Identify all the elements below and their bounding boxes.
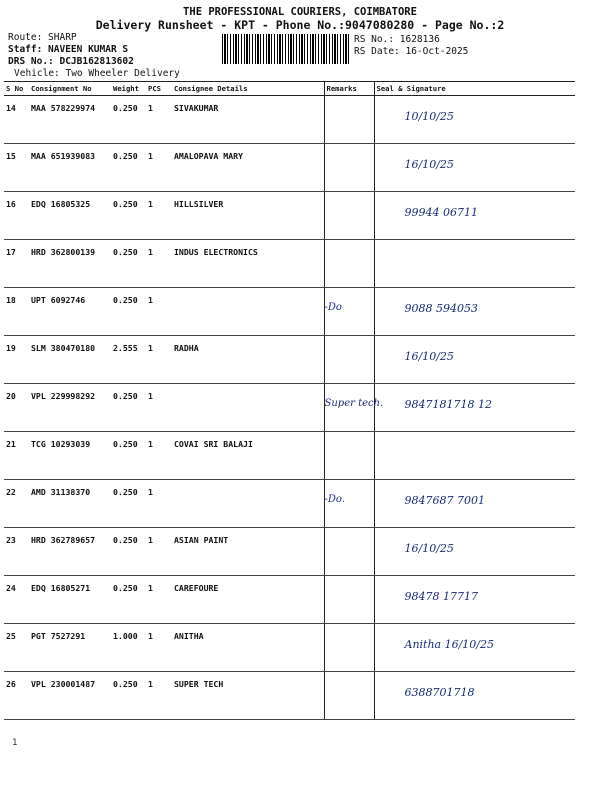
runsheet-title: Delivery Runsheet - KPT - Phone No.:9047080280 - Page No.:2 [95, 18, 505, 32]
row-remarks [324, 240, 374, 288]
row-consignee [172, 672, 324, 720]
row-signature [374, 624, 575, 672]
row-signature [374, 192, 575, 240]
row-signature [374, 144, 575, 192]
row-signature-text: 16/10/25 [404, 542, 454, 555]
company-name: THE PROFESSIONAL COURIERS, COIMBATORE [183, 6, 417, 18]
row-consignment-no-text: PGT 7527291 [31, 631, 86, 641]
row-pcs-text: 1 [148, 247, 153, 257]
row-weight [111, 192, 146, 240]
row-consignee [172, 240, 324, 288]
row-remarks [324, 624, 374, 672]
col-signature: Seal & Signature [374, 82, 575, 96]
row-weight-text: 0.250 [113, 151, 138, 161]
row-signature-text: 9088 594053 [404, 302, 478, 315]
row-sno-text: 17 [6, 247, 16, 257]
row-consignee-text: ANITHA [174, 631, 204, 641]
row-consignee [172, 384, 324, 432]
row-remarks [324, 96, 374, 144]
row-sno-text: 26 [6, 679, 16, 689]
row-weight-text: 1.000 [113, 631, 138, 641]
col-remarks: Remarks [324, 82, 374, 96]
row-pcs [146, 624, 172, 672]
row-consignee-text: SIVAKUMAR [174, 103, 219, 113]
row-pcs [146, 240, 172, 288]
row-pcs [146, 288, 172, 336]
row-signature-text: 98478 17717 [404, 590, 478, 603]
row-signature-text: 6388701718 [404, 686, 475, 699]
table-row [4, 96, 575, 144]
rs-number: RS No.: 1628136 [354, 34, 440, 45]
row-signature-text: 16/10/25 [404, 158, 454, 171]
row-remarks [324, 672, 374, 720]
table-row [4, 672, 575, 720]
row-consignment-no-text: HRD 362789657 [31, 535, 96, 545]
row-remarks [324, 528, 374, 576]
row-sno-text: 19 [6, 343, 16, 353]
row-consignment-no-text: MAA 651939083 [31, 151, 96, 161]
row-pcs-text: 1 [148, 151, 153, 161]
row-signature [374, 528, 575, 576]
row-remarks-text: -Do [324, 302, 342, 313]
row-sno [4, 672, 29, 720]
row-pcs-text: 1 [148, 487, 153, 497]
row-weight [111, 288, 146, 336]
row-consignee [172, 336, 324, 384]
row-pcs-text: 1 [148, 631, 153, 641]
table-row [4, 336, 575, 384]
row-pcs-text: 1 [148, 439, 153, 449]
row-sno-text: 25 [6, 631, 16, 641]
row-weight-text: 0.250 [113, 103, 138, 113]
table-header-row [4, 82, 575, 96]
row-consignee-text: RADHA [174, 343, 199, 353]
row-consignment-no [29, 96, 111, 144]
row-consignee-text: SUPER TECH [174, 679, 224, 689]
row-consignee [172, 144, 324, 192]
row-weight [111, 624, 146, 672]
table-row [4, 192, 575, 240]
row-pcs [146, 144, 172, 192]
row-weight [111, 672, 146, 720]
row-consignee-text: CAREFOURE [174, 583, 219, 593]
col-weight: Weight [111, 82, 146, 96]
row-consignee [172, 288, 324, 336]
row-consignee [172, 192, 324, 240]
row-sno [4, 288, 29, 336]
row-pcs [146, 480, 172, 528]
row-weight-text: 0.250 [113, 439, 138, 449]
row-signature-text: 10/10/25 [404, 110, 454, 123]
row-consignment-no [29, 288, 111, 336]
row-signature [374, 384, 575, 432]
row-signature [374, 288, 575, 336]
row-signature [374, 336, 575, 384]
row-pcs-text: 1 [148, 679, 153, 689]
staff-label: Staff: NAVEEN KUMAR S [8, 44, 129, 55]
row-pcs [146, 528, 172, 576]
row-weight-text: 0.250 [113, 679, 138, 689]
row-consignment-no [29, 528, 111, 576]
table-row [4, 528, 575, 576]
row-sno-text: 16 [6, 199, 16, 209]
row-sno-text: 20 [6, 391, 16, 401]
row-signature [374, 576, 575, 624]
row-remarks-text: Super tech. [324, 398, 384, 409]
row-consignment-no [29, 432, 111, 480]
row-sno [4, 480, 29, 528]
row-pcs [146, 432, 172, 480]
row-pcs [146, 672, 172, 720]
row-sno [4, 384, 29, 432]
row-weight [111, 336, 146, 384]
row-consignment-no-text: EDQ 16805325 [31, 199, 91, 209]
row-consignment-no [29, 672, 111, 720]
row-weight-text: 0.250 [113, 247, 138, 257]
row-consignee-text: INDUS ELECTRONICS [174, 247, 258, 257]
row-consignment-no [29, 576, 111, 624]
row-sno [4, 624, 29, 672]
row-signature [374, 672, 575, 720]
row-sno-text: 21 [6, 439, 16, 449]
row-weight [111, 240, 146, 288]
vehicle-label: Vehicle: Two Wheeler Delivery [14, 68, 180, 79]
row-consignee [172, 576, 324, 624]
row-pcs [146, 384, 172, 432]
row-weight-text: 0.250 [113, 487, 138, 497]
row-consignment-no [29, 624, 111, 672]
col-consignee: Consignee Details [172, 82, 324, 96]
row-weight-text: 0.250 [113, 295, 138, 305]
row-sno-text: 22 [6, 487, 16, 497]
table-row [4, 432, 575, 480]
row-consignee-text: COVAI SRI BALAJI [174, 439, 253, 449]
row-pcs-text: 1 [148, 103, 153, 113]
row-signature [374, 96, 575, 144]
row-weight [111, 576, 146, 624]
row-weight-text: 0.250 [113, 583, 138, 593]
row-signature-text: 9847181718 12 [404, 398, 492, 411]
row-sno [4, 336, 29, 384]
row-consignment-no-text: MAA 578229974 [31, 103, 96, 113]
row-consignment-no-text: VPL 229998292 [31, 391, 96, 401]
row-sno-text: 18 [6, 295, 16, 305]
row-pcs-text: 1 [148, 343, 153, 353]
col-consignment: Consignment No [29, 82, 111, 96]
row-consignment-no-text: UPT 6092746 [31, 295, 86, 305]
row-consignee [172, 96, 324, 144]
drs-number: DRS No.: DCJB162813602 [8, 56, 134, 67]
row-consignee [172, 480, 324, 528]
row-pcs [146, 336, 172, 384]
table-row [4, 384, 575, 432]
row-remarks [324, 384, 384, 432]
table-row [4, 240, 575, 288]
row-sno [4, 576, 29, 624]
row-consignee-text: ASIAN PAINT [174, 535, 229, 545]
row-pcs-text: 1 [148, 535, 153, 545]
row-weight [111, 528, 146, 576]
row-sno-text: 15 [6, 151, 16, 161]
row-sno [4, 240, 29, 288]
row-weight [111, 144, 146, 192]
row-sno [4, 528, 29, 576]
row-sno-text: 23 [6, 535, 16, 545]
row-remarks [324, 480, 374, 528]
row-signature [374, 432, 575, 480]
row-pcs-text: 1 [148, 295, 153, 305]
row-pcs [146, 192, 172, 240]
col-sno: S No [4, 82, 29, 96]
row-consignee-text: AMALOPAVA MARY [174, 151, 244, 161]
row-consignment-no [29, 144, 111, 192]
row-consignment-no [29, 480, 111, 528]
row-weight [111, 384, 146, 432]
row-remarks [324, 144, 374, 192]
row-consignment-no [29, 192, 111, 240]
row-sno-text: 24 [6, 583, 16, 593]
row-consignment-no-text: VPL 230001487 [31, 679, 96, 689]
row-pcs-text: 1 [148, 391, 153, 401]
row-pcs-text: 1 [148, 199, 153, 209]
barcode-image [222, 34, 350, 64]
table-row [4, 144, 575, 192]
row-weight [111, 96, 146, 144]
row-remarks [324, 336, 374, 384]
col-pcs: PCS [146, 82, 172, 96]
row-remarks [324, 576, 374, 624]
row-sno-text: 14 [6, 103, 16, 113]
row-pcs [146, 96, 172, 144]
row-remarks [324, 288, 374, 336]
row-consignee [172, 528, 324, 576]
row-consignment-no [29, 240, 111, 288]
table-row [4, 576, 575, 624]
row-sno [4, 96, 29, 144]
row-consignee-text: HILLSILVER [174, 199, 224, 209]
row-sno [4, 192, 29, 240]
page-corner-mark: 1 [12, 738, 18, 748]
row-pcs [146, 576, 172, 624]
route-label: Route: SHARP [8, 32, 77, 43]
row-signature-text: 16/10/25 [404, 350, 454, 363]
row-remarks [324, 432, 374, 480]
row-signature [374, 480, 575, 528]
row-signature [374, 240, 575, 288]
runsheet-table [4, 81, 575, 720]
row-weight-text: 2.555 [113, 343, 138, 353]
row-sno [4, 144, 29, 192]
row-pcs-text: 1 [148, 583, 153, 593]
row-consignment-no [29, 384, 111, 432]
row-remarks [324, 192, 374, 240]
table-row [4, 288, 575, 336]
row-weight-text: 0.250 [113, 391, 138, 401]
row-consignment-no-text: TCG 10293039 [31, 439, 91, 449]
row-consignment-no [29, 336, 111, 384]
row-consignee [172, 624, 324, 672]
row-weight [111, 480, 146, 528]
row-weight-text: 0.250 [113, 199, 138, 209]
table-row [4, 480, 575, 528]
row-weight-text: 0.250 [113, 535, 138, 545]
row-signature-text: Anitha 16/10/25 [404, 638, 495, 651]
row-signature-text: 99944 06711 [404, 206, 478, 219]
row-remarks-text: -Do. [324, 494, 345, 505]
table-row [4, 624, 575, 672]
row-consignment-no-text: AMD 31138370 [31, 487, 91, 497]
row-consignment-no-text: EDQ 16805271 [31, 583, 91, 593]
row-consignee [172, 432, 324, 480]
row-weight [111, 432, 146, 480]
row-consignment-no-text: HRD 362800139 [31, 247, 96, 257]
rs-date: RS Date: 16-Oct-2025 [354, 46, 469, 57]
row-consignment-no-text: SLM 380470180 [31, 343, 96, 353]
row-sno [4, 432, 29, 480]
row-signature-text: 9847687 7001 [404, 494, 485, 507]
